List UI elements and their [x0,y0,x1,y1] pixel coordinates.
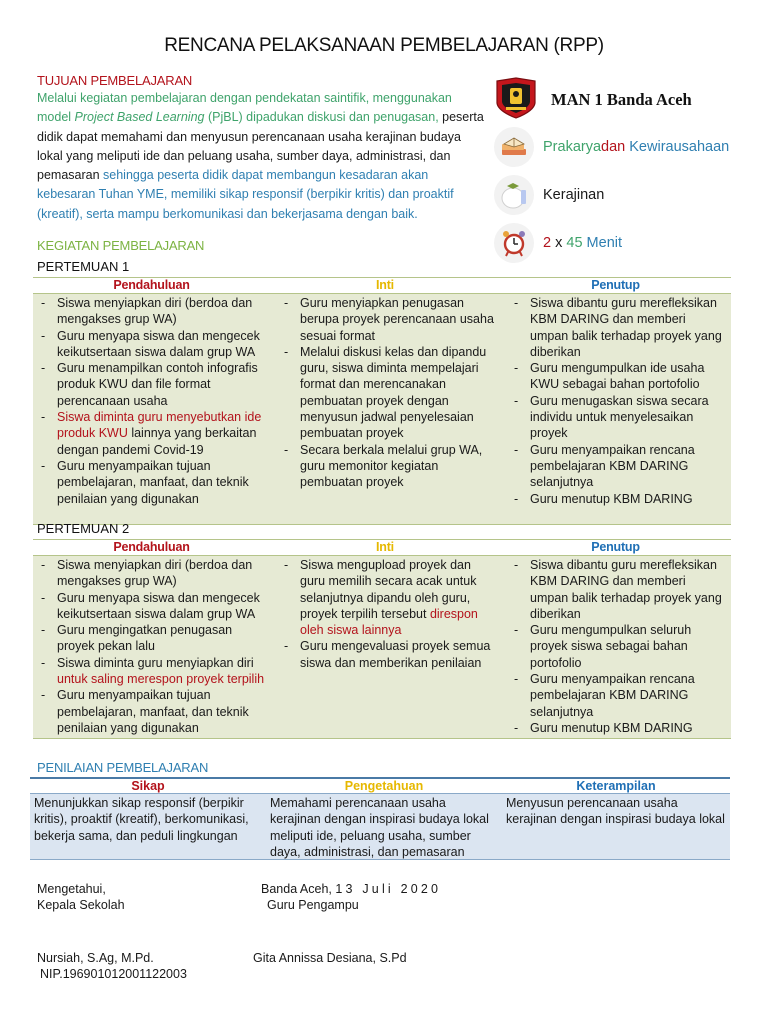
inti-cell [270,294,500,524]
list-item-text: Siswa diminta guru menyiapkan diri [57,655,254,670]
list-item [37,409,266,458]
list-item: - Siswa menyiapkan diri (berdoa dan mengakses grup WA) [37,295,266,328]
table-header [33,539,731,556]
tujuan-paragraph [37,89,487,224]
alarm-clock-icon [494,223,534,263]
pertemuan-1-label: PERTEMUAN 1 [37,259,130,274]
list-item: - Siswa dibantu guru merefleksikan KBM DARING dan memberi umpan balik terhadap proyek yang diberikan [510,557,727,622]
kegiatan-heading: KEGIATAN PEMBELAJARAN [37,238,205,253]
list-item: - Guru menyampaikan tujuan pembelajaran, manfaat, dan teknik penilaian yang digunakan [37,458,266,507]
signature-right-name [253,950,407,966]
table-header [33,277,731,294]
list-item: - Guru menyiapkan penugasan berupa proyek perencanaan usaha sesuai format [280,295,496,344]
tujuan-text-green-1: Melalui kegiatan pembelajaran dengan pendekatan saintifik, menggunakan model [37,91,452,125]
subject-part-dan: dan [601,139,626,155]
pertemuan-1-table [33,277,731,525]
list-item: - Guru mengumpulkan seluruh proyek siswa sebagai bahan portofolio [510,622,727,671]
date: 13 Juli 2020 [335,882,442,896]
table-body [33,294,731,525]
craft-icon [494,175,534,215]
highlight-text: direspon oleh siswa lainnya [300,606,478,638]
tujuan-text-green-2: (PjBL) dipadukan diskusi dan penugasan, [204,110,439,125]
pendahuluan-cell [33,556,270,738]
school-row [494,77,692,122]
subject-name [543,139,729,155]
list-item: - Guru mengevaluasi proyek semua siswa dan memberikan penilaian [280,638,496,671]
topic-name: Kerajinan [543,187,605,203]
list-item: - Guru menutup KBM DARING [510,491,727,507]
list-item: - Guru menutup KBM DARING [510,720,727,736]
list-item: - Guru mengumpulkan ide usaha KWU sebagai bahan portofolio [510,360,727,393]
tujuan-text-italic: Project Based Learning [74,110,205,125]
duration-times: x [551,235,567,251]
col-header-sikap: Sikap [131,779,165,793]
duration-minutes-value: 45 [566,235,583,251]
place-date [261,881,441,897]
tujuan-heading: TUJUAN PEMBELAJARAN [37,73,193,88]
table-row [30,794,730,860]
subject-part-kwu: Kewirausahaan [625,139,730,155]
penutup-cell [500,294,731,524]
list-item: - Siswa dibantu guru merefleksikan KBM DARING dan memberi umpan balik terhadap proyek yang diberikan [510,295,727,360]
list-item: - Siswa menyiapkan diri (berdoa dan mengakses grup WA) [37,557,266,590]
penilaian-heading: PENILAIAN PEMBELAJARAN [37,760,209,775]
subject-row [494,127,729,167]
tujuan-section [37,73,487,224]
guru-name: Gita Annissa Desiana, S.Pd [253,951,407,965]
signature-left-header [37,881,125,913]
list-item: - Guru mengingatkan penugasan proyek pekan lalu [37,622,266,655]
col-header-inti: Inti [376,278,394,292]
time-row [494,223,622,263]
highlight-text: Siswa diminta guru menyebutkan ide produk KWU [57,410,262,441]
col-header-pendahuluan: Pendahuluan [113,278,190,292]
list-item-suffix: lainnya yang berkaitan dengan pandemi Covid-19 [57,426,257,457]
pendahuluan-cell [33,294,270,524]
inti-cell [270,556,500,738]
pertemuan-2-label: PERTEMUAN 2 [37,521,130,536]
list-item: - Melalui diskusi kelas dan dipandu guru, siswa diminta mempelajari format dan merencanakan pembuatan proyek dengan menyusun jadwal penyelesaian pembuatan proyek [280,344,496,442]
list-item: - Secara berkala melalui grup WA, guru memonitor kegiatan pembuatan proyek [280,442,496,491]
list-item [37,655,266,688]
school-name: MAN 1 Banda Aceh [551,89,692,109]
kepala-sekolah-name: Nursiah, S.Ag, M.Pd. [37,951,154,965]
mengetahui-label: Mengetahui, [37,882,106,896]
table-header [30,777,730,794]
list-item: - Guru menampilkan contoh infografis produk KWU dan file format perencanaan usaha [37,360,266,409]
col-header-pendahuluan: Pendahuluan [113,540,190,554]
place: Banda Aceh, [261,882,336,896]
page-title: RENCANA PELAKSANAAN PEMBELAJARAN (RPP) [164,35,604,56]
list-item: - Guru menyampaikan tujuan pembelajaran, manfaat, dan teknik penilaian yang digunakan [37,687,266,736]
list-item [280,557,496,638]
col-header-penutup: Penutup [591,278,640,292]
col-header-inti: Inti [376,540,394,554]
pengetahuan-cell: Memahami perencanaan usaha kerajinan dengan inspirasi budaya lokal meliputi ide, peluang usaha, sumber daya, administrasi, dan pemasaran [270,796,489,859]
highlight-text: untuk saling merespon proyek terpilih [57,672,265,687]
book-icon [494,127,534,167]
col-header-keterampilan: Keterampilan [576,779,656,793]
list-item: - Guru menugaskan siswa secara individu untuk menyelesaikan proyek [510,393,727,442]
sikap-cell: Menunjukkan sikap responsif (berpikir kritis), proaktif (kreatif), berkomunikasi, bekerja sama, dan peduli lingkungan [34,796,249,843]
guru-pengampu-label: Guru Pengampu [267,898,359,912]
list-item: - Guru menyampaikan rencana pembelajaran KBM DARING selanjutnya [510,671,727,720]
duration-count: 2 [543,235,552,251]
col-header-pengetahuan: Pengetahuan [344,779,424,793]
tujuan-text-dark: peserta didik dapat memahami dan menyusun perencanaan usaha kerajinan budaya lokal yang meliputi ide dan peluang usaha, sumber daya, administrasi, dan pemasaran [37,110,484,183]
list-item-text: Siswa mengupload proyek dan guru memilih secara acak untuk selanjutnya dipandu oleh guru, proyek terpilih tersebut [300,558,477,621]
kepala-sekolah-label: Kepala Sekolah [37,898,125,912]
list-item: - Guru menyapa siswa dan mengecek keikutsertaan siswa dalam grup WA [37,590,266,623]
penilaian-table [30,777,730,860]
duration [543,235,622,251]
signature-right-header [261,881,441,913]
school-emblem-icon [494,77,538,122]
col-header-penutup: Penutup [591,540,640,554]
keterampilan-cell: Menyusun perencanaan usaha kerajinan dengan inspirasi budaya lokal [506,796,725,827]
kepala-sekolah-nip: NIP.196901012001122003 [40,967,187,981]
pertemuan-2-table [33,539,731,739]
penutup-cell [500,556,731,738]
topic-row [494,175,604,215]
table-body [33,556,731,739]
duration-unit: Menit [582,235,623,251]
tujuan-text-blue: sehingga peserta didik dapat membangun kesadaran akan kebesaran Tuhan YME, memiliki sikap responsif (berpikir kritis) dan proaktif (kreatif), serta mampu berkomunikasi dan bekerjasama dengan baik. [37,168,454,221]
subject-part-prakarya: Prakarya [543,139,602,155]
list-item: - Guru menyapa siswa dan mengecek keikutsertaan siswa dalam grup WA [37,328,266,361]
list-item: - Guru menyampaikan rencana pembelajaran KBM DARING selanjutnya [510,442,727,491]
signature-left-name [37,950,187,982]
